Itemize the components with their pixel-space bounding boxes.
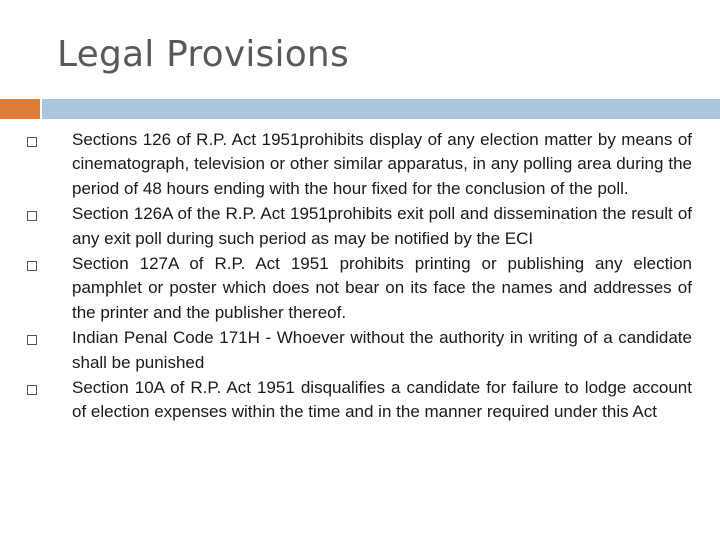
bullet-text: Sections 126 of R.P. Act 1951prohibits display of any election matter by means of cinematograph, television or other similar apparatus, in any polling area during the period of 48 hours ending with the hour fixed for the conclusion of the poll. xyxy=(72,130,692,198)
square-bullet-icon xyxy=(27,137,37,147)
list-item xyxy=(22,326,692,375)
bullet-text: Indian Penal Code 171H - Whoever without the authority in writing of a candidate shall be punished xyxy=(72,328,692,372)
list-item xyxy=(22,376,692,425)
square-bullet-icon xyxy=(27,261,37,271)
list-item xyxy=(22,128,692,201)
list-item xyxy=(22,252,692,325)
bullet-text: Section 127A of R.P. Act 1951 prohibits printing or publishing any election pamphlet or poster which does not bear on its face the names and addresses of the printer and the publisher thereof. xyxy=(72,254,692,322)
square-bullet-icon xyxy=(27,335,37,345)
list-item xyxy=(22,202,692,251)
square-bullet-icon xyxy=(27,211,37,221)
slide-title: Legal Provisions xyxy=(57,34,349,75)
title-accent-bar xyxy=(0,99,40,119)
bullet-text: Section 126A of the R.P. Act 1951prohibits exit poll and dissemination the result of any exit poll during such period as may be notified by the ECI xyxy=(72,204,692,248)
bullet-text: Section 10A of R.P. Act 1951 disqualifies a candidate for failure to lodge account of election expenses within the time and in the manner required under this Act xyxy=(72,378,692,422)
title-divider-band xyxy=(42,99,720,119)
bullet-list xyxy=(22,128,692,426)
square-bullet-icon xyxy=(27,385,37,395)
